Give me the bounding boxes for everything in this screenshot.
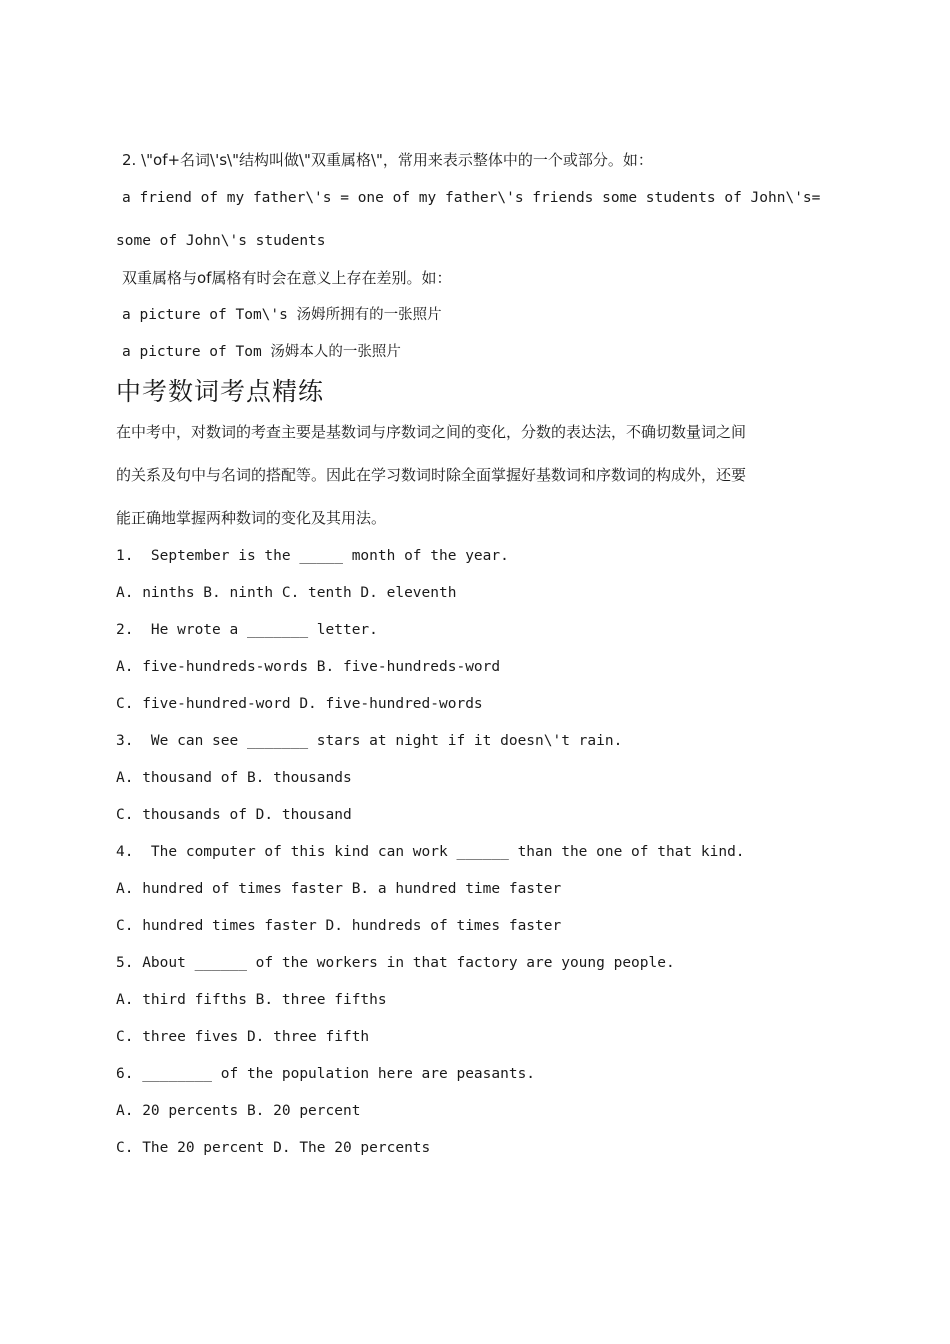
question-stem: 2. He wrote a _______ letter. [116, 622, 378, 638]
question-options: A. thousand of B. thousands [116, 770, 352, 786]
example-line: a picture of Tom 汤姆本人的一张照片 [122, 344, 401, 360]
example-line: a picture of Tom\'s 汤姆所拥有的一张照片 [122, 307, 442, 323]
intro-paragraph-line: 在中考中，对数词的考查主要是基数词与序数词之间的变化，分数的表达法，不确切数量词之间 [116, 423, 747, 441]
question-options: A. third fifths B. three fifths [116, 992, 387, 1008]
intro-paragraph-line: 的关系及句中与名词的搭配等。因此在学习数词时除全面掌握好基数词和序数词的构成外，还要 [116, 466, 747, 484]
question-options: A. hundred of times faster B. a hundred time faster [116, 881, 562, 897]
question-options: C. five-hundred-word D. five-hundred-words [116, 696, 483, 712]
question-options: A. 20 percents B. 20 percent [116, 1103, 361, 1119]
question-stem: 4. The computer of this kind can work ______ than the one of that kind. [116, 844, 745, 860]
intro-paragraph-line: 能正确地掌握两种数词的变化及其用法。 [116, 509, 387, 527]
question-options: C. three fives D. three fifth [116, 1029, 370, 1045]
example-line: a friend of my father\'s = one of my father\'s friends some students of John\'s= [122, 190, 821, 206]
section-heading: 中考数词考点精练 [116, 377, 325, 406]
question-options: A. ninths B. ninth C. tenth D. eleventh [116, 585, 457, 601]
question-options: C. thousands of D. thousand [116, 807, 352, 823]
question-stem: 3. We can see _______ stars at night if it doesn\'t rain. [116, 733, 623, 749]
question-options: C. The 20 percent D. The 20 percents [116, 1140, 431, 1156]
question-options: A. five-hundreds-words B. five-hundreds-word [116, 659, 501, 675]
question-options: C. hundred times faster D. hundreds of times faster [116, 918, 562, 934]
example-line: some of John\'s students [116, 233, 326, 249]
note-line: 双重属格与of属格有时会在意义上存在差别。如： [122, 269, 452, 287]
question-stem: 6. ________ of the population here are peasants. [116, 1066, 536, 1082]
question-stem: 5. About ______ of the workers in that factory are young people. [116, 955, 675, 971]
question-stem: 1. September is the _____ month of the year. [116, 548, 509, 564]
double-genitive-rule: 2. \"of+名词\'s\"结构叫做\"双重属格\"，常用来表示整体中的一个或部分。如： [122, 151, 653, 169]
